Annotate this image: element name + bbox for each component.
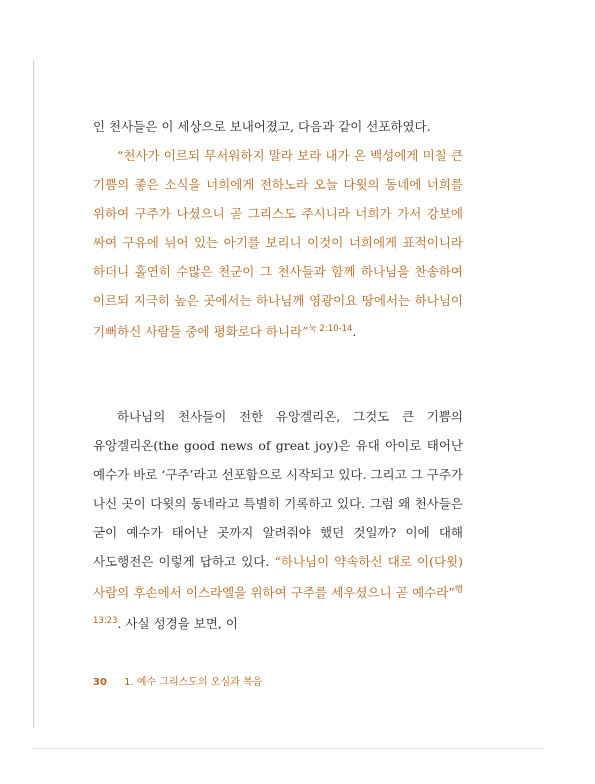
scripture-quote: “하나님이 약속하신 대로 이(다윗) 사람의 후손에서 이스라엘을 위하여 구주를 세우셨으니 곧 예수라”	[93, 554, 463, 600]
paragraph-text: 인 천사들은 이 세상으로 보내어졌고, 다음과 같이 선포하였다.	[93, 119, 431, 134]
paragraph-intro	[93, 112, 463, 141]
chapter-title: 1. 예수 그리스도의 오심과 복음	[124, 677, 263, 688]
scripture-quote-paragraph	[93, 141, 463, 346]
sentence-end: .	[352, 324, 357, 339]
paragraph-text-end: . 사실 성경을 보면, 이	[117, 616, 238, 631]
paragraph-explanation	[93, 402, 463, 638]
scripture-quote: “천사가 이르되 무서워하지 말라 보라 내가 온 백성에게 미칠 큰 기쁨의 좋은 소식을 너희에게 전하노라 오늘 다윗의 동네에 너희를 위하여 구주가 나셨으니 곧 그리스도 주시니라 너희가 가서 강보에 싸여 구유에 뉘어 있는 아기를 보리니 이것이 너희에게 표적이니라 하더니 홀연히 수많은 천군이 그 천사들과 함께 하나님을 찬송하여 이르되 지극히 높은 곳에서는 하나님께 영광이요 땅에서는 하나님이 기뻐하신 사람들 중에 평화로다 하니라”	[93, 148, 463, 339]
margin-rule	[33, 60, 34, 728]
page-footer	[93, 673, 262, 688]
paragraph-text: 하나님의 천사들이 전한 유앙겔리온, 그것도 큰 기쁨의 유앙겔리온(the good news of great joy)은 유대 아이로 태어난 예수가 바로 ‘구주’라고 선포함으로 시작되고 있다. 그리고 그 구주가 나신 곳이 다윗의 동네라고 특별히 기록하고 있다. 그럼 왜 천사들은 굳이 예수가 태어난 곳까지 알려줘야 했던 것일까? 이에 대해 사도행전은 이렇게 답하고 있다.	[93, 409, 463, 569]
bottom-rule	[33, 748, 543, 749]
scripture-reference: 행 13:23	[93, 585, 463, 626]
page-number: 30	[93, 677, 107, 688]
scripture-reference: 눅 2:10-14	[308, 324, 353, 334]
